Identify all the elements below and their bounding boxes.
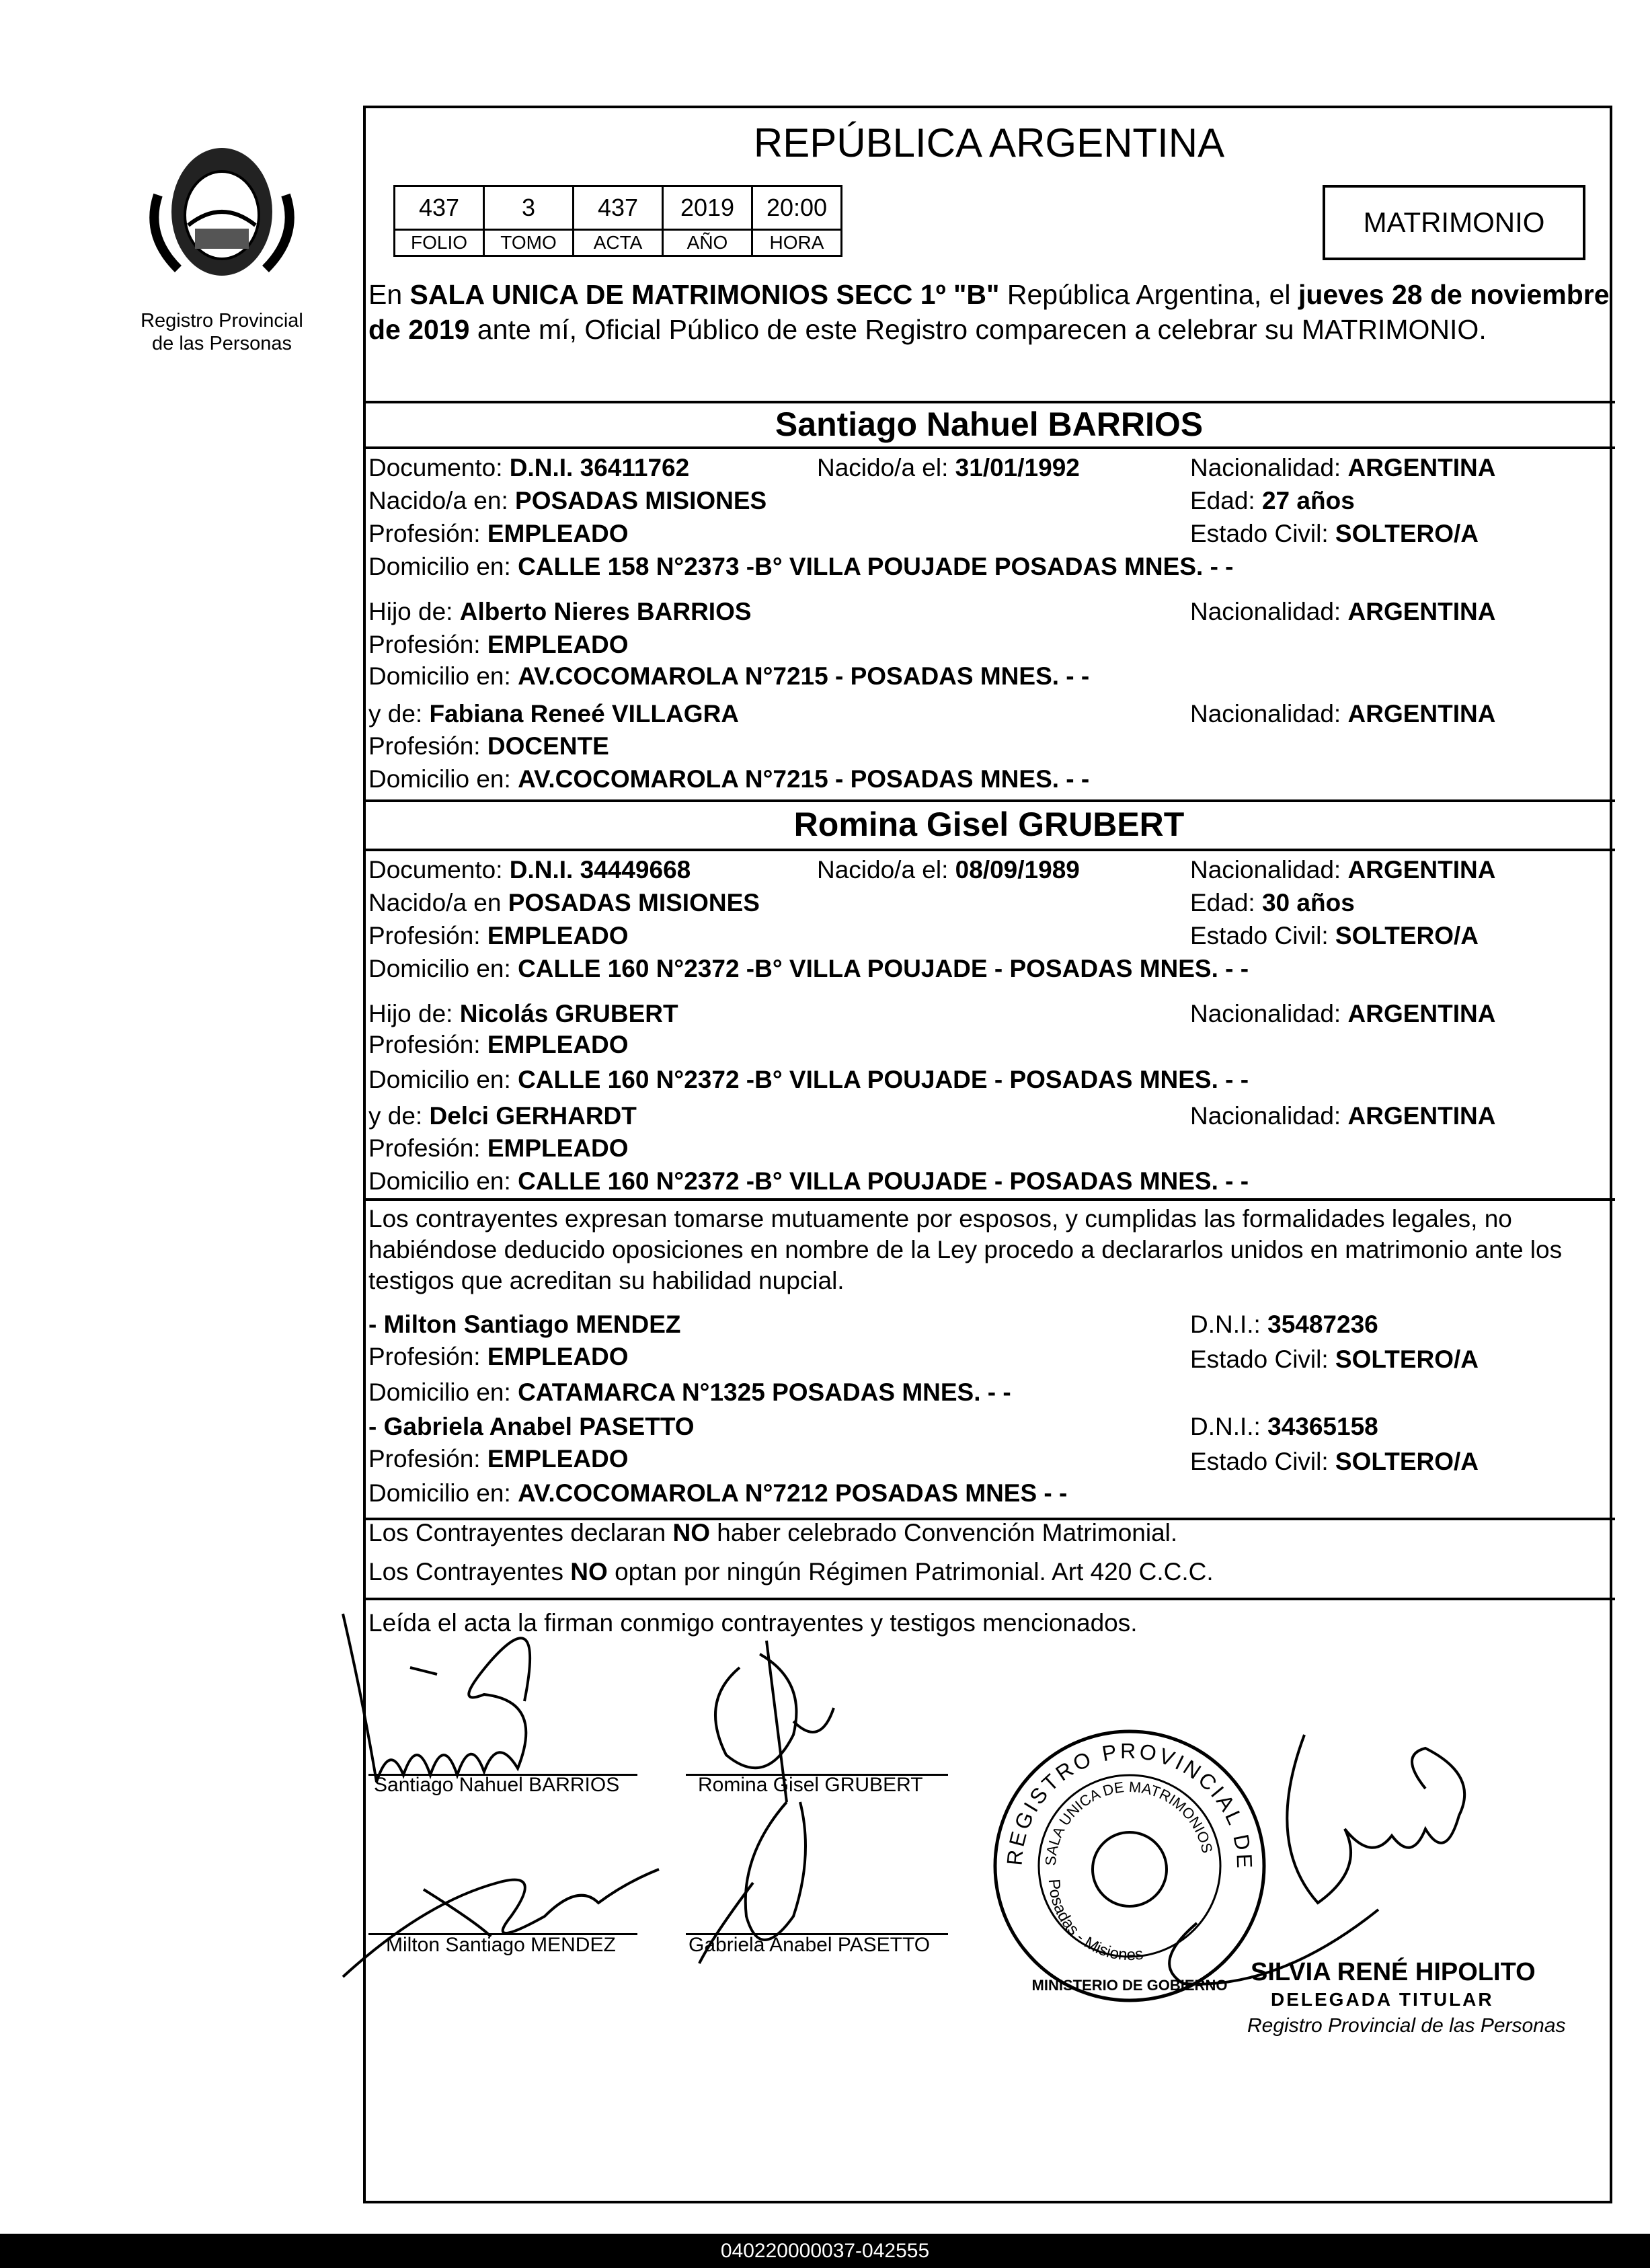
witness2-profession [368, 1444, 629, 1474]
spouse2-civil-status [1190, 921, 1479, 951]
spouse2-age [1190, 888, 1355, 918]
registry-seal-logo [138, 134, 306, 289]
witness2-civil-status [1190, 1447, 1479, 1477]
value: D.N.I. 34449668 [509, 856, 691, 884]
label: Profesión: [368, 732, 481, 760]
spouse2-father-nationality [1190, 999, 1495, 1029]
value: ARGENTINA [1347, 1102, 1496, 1130]
label: Profesión: [368, 1031, 481, 1058]
value: SOLTERO/A [1335, 1345, 1479, 1373]
witness2-dni [1190, 1412, 1378, 1442]
spouse2-address [368, 954, 1249, 984]
official-role: DELEGADA TITULAR [1271, 1989, 1494, 2010]
acta-label: ACTA [574, 230, 663, 256]
value: AV.COCOMAROLA N°7215 - POSADAS MNES. - - [518, 662, 1090, 690]
value: EMPLEADO [487, 1343, 629, 1370]
tomo-label: TOMO [484, 230, 574, 256]
intro-paragraph [368, 277, 1612, 347]
spouse2-mother-profession [368, 1134, 629, 1163]
value: Fabiana Reneé VILLAGRA [429, 700, 740, 728]
label: Estado Civil: [1190, 1448, 1329, 1475]
label: Domicilio en: [368, 1479, 511, 1507]
text: optan por ningún Régimen Patrimonial. Art 420 C.C.C. [607, 1558, 1214, 1586]
spouse2-name: Romina Gisel GRUBERT [793, 806, 1185, 843]
value: - Milton Santiago MENDEZ [368, 1311, 681, 1338]
spouse1-father [368, 597, 752, 627]
text: NO [570, 1558, 608, 1586]
value: EMPLEADO [487, 922, 629, 949]
value: 31/01/1992 [955, 454, 1080, 481]
official-signature [1143, 1708, 1506, 1990]
hour-label: HORA [752, 230, 842, 256]
witness2-name [368, 1412, 695, 1442]
stamp-bottom-text: Posadas - Misiones [1044, 1878, 1144, 1965]
spouse2-birthplace [368, 888, 760, 918]
label: Profesión: [368, 1343, 481, 1370]
value: CALLE 160 N°2372 -B° VILLA POUJADE - POSADAS MNES. - - [518, 1167, 1249, 1195]
label: Domicilio en: [368, 955, 511, 982]
label: D.N.I.: [1190, 1311, 1261, 1338]
label: Domicilio en: [368, 662, 511, 690]
label: Profesión: [368, 631, 481, 658]
value: Nicolás GRUBERT [459, 1000, 678, 1027]
year-label: AÑO [663, 230, 752, 256]
label: Hijo de: [368, 598, 453, 625]
divider [363, 446, 1615, 449]
label: Nacionalidad: [1190, 598, 1341, 625]
spouse2-nationality [1190, 855, 1495, 885]
tomo-value: 3 [484, 186, 574, 230]
label: Nacionalidad: [1190, 1102, 1341, 1130]
text: Los Contrayentes declaran [368, 1519, 673, 1547]
label: Nacido/a en: [368, 487, 508, 514]
spouse1-father-nationality [1190, 597, 1495, 627]
label: Nacionalidad: [1190, 1000, 1341, 1027]
witness1-profession [368, 1342, 629, 1372]
label: Domicilio en: [368, 1167, 511, 1195]
value: AV.COCOMAROLA N°7212 POSADAS MNES - - [518, 1479, 1068, 1507]
value: CALLE 160 N°2372 -B° VILLA POUJADE - POSADAS MNES. - - [518, 955, 1249, 982]
intro-text: En [368, 279, 410, 310]
label: Estado Civil: [1190, 1345, 1329, 1373]
value: CALLE 158 N°2373 -B° VILLA POUJADE POSADAS MNES. - - [518, 553, 1234, 580]
spouse1-address [368, 552, 1234, 582]
registry-name [121, 309, 323, 355]
spouse1-age [1190, 486, 1355, 516]
signature-label-witness2: Gabriela Anabel PASETTO [689, 1934, 931, 1956]
value: EMPLEADO [487, 1445, 629, 1473]
value: EMPLEADO [487, 520, 629, 547]
label: Domicilio en: [368, 1066, 511, 1093]
value: 35487236 [1267, 1311, 1378, 1338]
text: NO [672, 1519, 710, 1547]
stamp-inner-text: SALA UNICA DE MATRIMONIOS [1042, 1778, 1216, 1867]
label: Profesión: [368, 520, 481, 547]
spouse1-profession [368, 519, 629, 549]
value: SOLTERO/A [1335, 520, 1479, 547]
label: Estado Civil: [1190, 520, 1329, 547]
value: SOLTERO/A [1335, 922, 1479, 949]
spouse1-mother [368, 699, 739, 729]
value: ARGENTINA [1347, 598, 1496, 625]
spouse1-mother-profession [368, 732, 609, 761]
value: 27 años [1261, 487, 1355, 514]
text: haber celebrado Convención Matrimonial. [710, 1519, 1178, 1547]
witness1-dni [1190, 1310, 1378, 1339]
record-table [393, 185, 842, 257]
spouse2-document [368, 855, 691, 885]
stamp-outer-text: REGISTRO PROVINCIAL DE [1002, 1738, 1257, 1871]
label: Domicilio en: [368, 1378, 511, 1406]
label: Profesión: [368, 1445, 481, 1473]
intro-text: ante mí, Oficial Público de este Registro comparecen a celebrar su MATRIMONIO. [469, 314, 1487, 345]
registry-name-line: Registro Provincial [141, 310, 303, 331]
divider [363, 849, 1615, 851]
act-type-box: MATRIMONIO [1323, 185, 1585, 260]
label: Domicilio en: [368, 553, 511, 580]
label: Hijo de: [368, 1000, 453, 1027]
label: D.N.I.: [1190, 1413, 1261, 1440]
spouse2-father-profession [368, 1030, 629, 1060]
spouse1-father-profession [368, 630, 629, 660]
label: Edad: [1190, 487, 1255, 514]
label: Profesión: [368, 922, 481, 949]
label: Nacido/a el: [817, 454, 949, 481]
signature-label-spouse1: Santiago Nahuel BARRIOS [374, 1774, 620, 1796]
spouse1-name: Santiago Nahuel BARRIOS [775, 405, 1204, 443]
intro-place: SALA UNICA DE MATRIMONIOS SECC 1º "B" [409, 279, 1000, 310]
label: y de: [368, 1102, 423, 1130]
official-name: SILVIA RENÉ HIPOLITO [1251, 1958, 1536, 1986]
value: Delci GERHARDT [429, 1102, 637, 1130]
value: EMPLEADO [487, 1031, 629, 1058]
label: Nacido/a el: [817, 856, 949, 884]
value: EMPLEADO [487, 631, 629, 658]
label: Estado Civil: [1190, 922, 1329, 949]
spouse1-father-address [368, 662, 1089, 691]
spouse1-mother-address [368, 765, 1089, 794]
divider [363, 799, 1615, 802]
value: POSADAS MISIONES [515, 487, 767, 514]
label: Domicilio en: [368, 765, 511, 793]
label: Edad: [1190, 889, 1255, 916]
reading-statement: Leída el acta la firman conmigo contrayentes y testigos mencionados. [368, 1609, 1138, 1637]
spouse1-civil-status [1190, 519, 1479, 549]
value: ARGENTINA [1347, 1000, 1496, 1027]
registry-name-line: de las Personas [152, 333, 292, 354]
spouse1-nationality [1190, 453, 1495, 483]
value: POSADAS MISIONES [508, 889, 760, 916]
value: 08/09/1989 [955, 856, 1080, 884]
divider [363, 1198, 1615, 1201]
spouse2-mother-nationality [1190, 1101, 1495, 1131]
page-title: REPÚBLICA ARGENTINA [753, 120, 1225, 165]
convention-statement [368, 1518, 1177, 1548]
witness1-name [368, 1310, 681, 1339]
label: Documento: [368, 856, 503, 884]
value: Alberto Nieres BARRIOS [459, 598, 752, 625]
value: ARGENTINA [1347, 856, 1496, 884]
spouse2-birthdate [817, 855, 1080, 885]
value: EMPLEADO [487, 1134, 629, 1162]
declaration-paragraph: Los contrayentes expresan tomarse mutuamente por esposos, y cumplidas las formalidades legales, no habiéndose deducido oposiciones en nombre de la Ley procedo a declararlos unidos en matrimonio ante los testigos que acreditan su habilidad nupcial. [368, 1205, 1563, 1294]
signature-label-witness1: Milton Santiago MENDEZ [386, 1934, 616, 1956]
divider [363, 401, 1615, 403]
label: Nacionalidad: [1190, 454, 1341, 481]
value: 30 años [1261, 889, 1355, 916]
spouse1-birthdate [817, 453, 1080, 483]
value: 34365158 [1267, 1413, 1378, 1440]
intro-date: jueves 28 de noviembre de 2019 [368, 279, 1610, 345]
stamp-ministry-text: MINISTERIO DE GOBIERNO [1031, 1977, 1228, 1994]
label: Nacionalidad: [1190, 856, 1341, 884]
spouse2-mother [368, 1101, 637, 1131]
official-organization: Registro Provincial de las Personas [1247, 2015, 1566, 2037]
value: AV.COCOMAROLA N°7215 - POSADAS MNES. - - [518, 765, 1090, 793]
regime-statement [368, 1557, 1214, 1587]
value: CALLE 160 N°2372 -B° VILLA POUJADE - POSADAS MNES. - - [518, 1066, 1249, 1093]
spouse1-mother-nationality [1190, 699, 1495, 729]
year-value: 2019 [663, 186, 752, 230]
witness1-address [368, 1378, 1011, 1407]
value: SOLTERO/A [1335, 1448, 1479, 1475]
label: Documento: [368, 454, 503, 481]
spouse1-document [368, 453, 689, 483]
label: Nacido/a en [368, 889, 502, 916]
document-code-footer: 040220000037-042555 [0, 2234, 1650, 2268]
spouse2-father [368, 999, 678, 1029]
spouse2-profession [368, 921, 629, 951]
spouse2-mother-address [368, 1167, 1249, 1196]
handwritten-signatures [323, 1600, 995, 2017]
text: Los Contrayentes [368, 1558, 571, 1586]
witness2-address [368, 1479, 1067, 1508]
value: - Gabriela Anabel PASETTO [368, 1413, 695, 1440]
folio-label: FOLIO [395, 230, 484, 256]
value: ARGENTINA [1347, 700, 1496, 728]
acta-value: 437 [574, 186, 663, 230]
label: Nacionalidad: [1190, 700, 1341, 728]
svg-text:Posadas - Misiones [1045, 1879, 1144, 1965]
intro-text: República Argentina, el [999, 279, 1298, 310]
value: DOCENTE [487, 732, 609, 760]
label: y de: [368, 700, 423, 728]
spouse2-father-address [368, 1065, 1249, 1095]
signature-label-spouse2: Romina Gisel GRUBERT [698, 1774, 923, 1796]
value: CATAMARCA N°1325 POSADAS MNES. - - [518, 1378, 1011, 1406]
witness1-civil-status [1190, 1345, 1479, 1374]
label: Profesión: [368, 1134, 481, 1162]
folio-value: 437 [395, 186, 484, 230]
value: ARGENTINA [1347, 454, 1496, 481]
value: D.N.I. 36411762 [509, 454, 690, 481]
spouse1-birthplace [368, 486, 767, 516]
hour-value: 20:00 [752, 186, 842, 230]
